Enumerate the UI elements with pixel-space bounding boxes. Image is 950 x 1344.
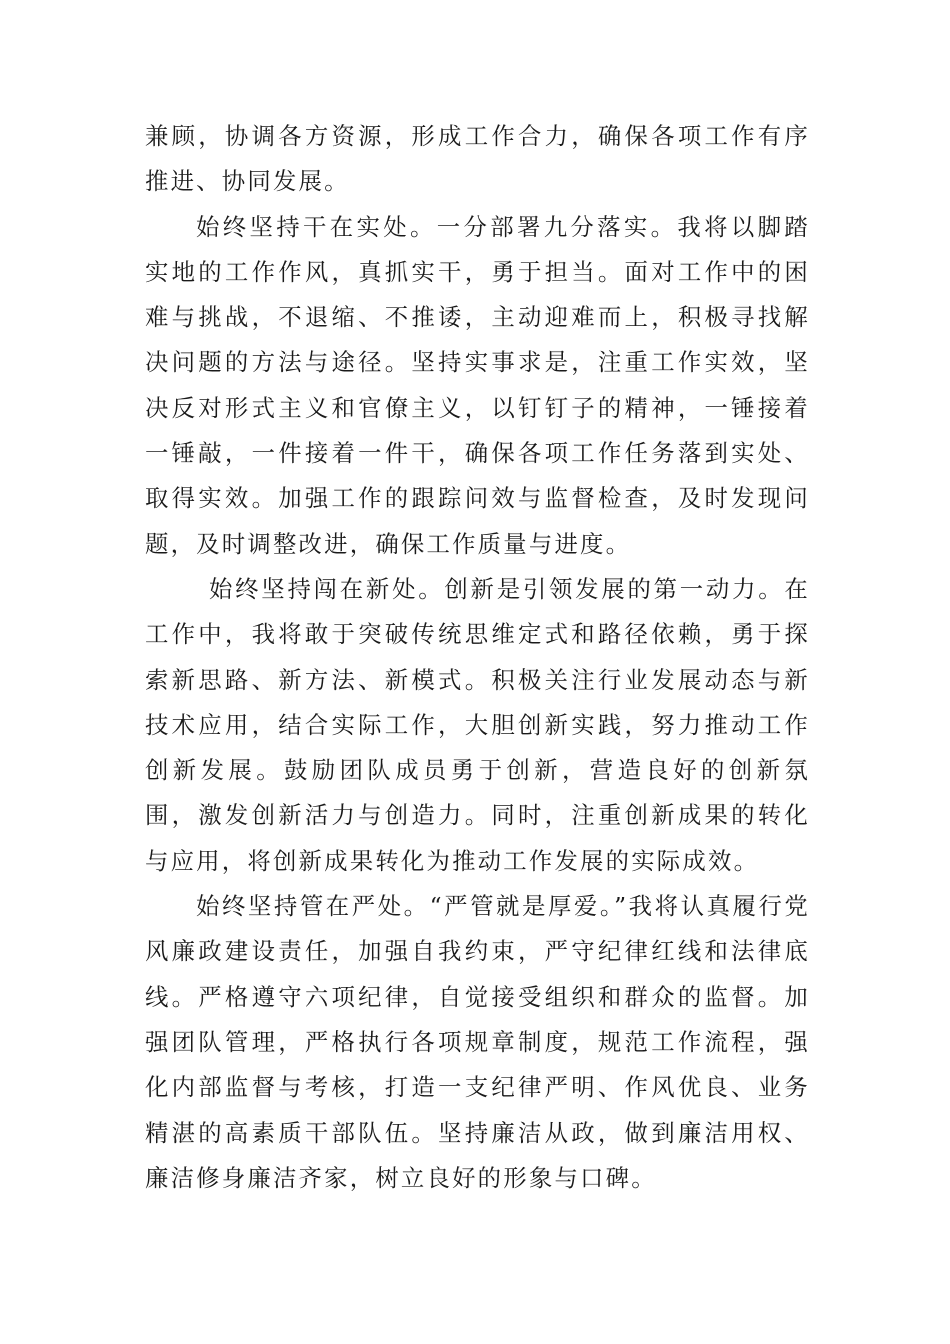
paragraph-practical-work: 始终坚持干在实处。一分部署九分落实。我将以脚踏实地的工作作风，真抓实干，勇于担当。面对工作中的困难与挑战，不退缩、不推诿，主动迎难而上，积极寻找解决问题的方法与途径。坚持实事求是，注重工作实效，坚决反对形式主义和官僚主义，以钉钉子的精神，一锤接着一锤敲，一件接着一件干，确保各项工作任务落到实处、取得实效。加强工作的跟踪问效与监督检查，及时发现问题，及时调整改进，确保工作质量与进度。: [145, 212, 810, 558]
document-body: [145, 114, 810, 1201]
paragraph-innovation: 始终坚持闯在新处。创新是引领发展的第一动力。在工作中，我将敢于突破传统思维定式和路径依赖，勇于探索新思路、新方法、新模式。积极关注行业发展动态与新技术应用，结合实际工作，大胆创新实践，努力推动工作创新发展。鼓励团队成员勇于创新，营造良好的创新氛围，激发创新活力与创造力。同时，注重创新成果的转化与应用，将创新成果转化为推动工作发展的实际成效。: [145, 574, 810, 875]
paragraph-strict-management: 始终坚持管在严处。“严管就是厚爱。”我将认真履行党风廉政建设责任，加强自我约束，严守纪律红线和法律底线。严格遵守六项纪律，自觉接受组织和群众的监督。加强团队管理，严格执行各项规章制度，规范工作流程，强化内部监督与考核，打造一支纪律严明、作风优良、业务精湛的高素质干部队伍。坚持廉洁从政，做到廉洁用权、廉洁修身廉洁齐家，树立良好的形象与口碑。: [145, 892, 810, 1192]
paragraph-continuation: 兼顾，协调各方资源，形成工作合力，确保各项工作有序推进、协同发展。: [145, 122, 810, 196]
